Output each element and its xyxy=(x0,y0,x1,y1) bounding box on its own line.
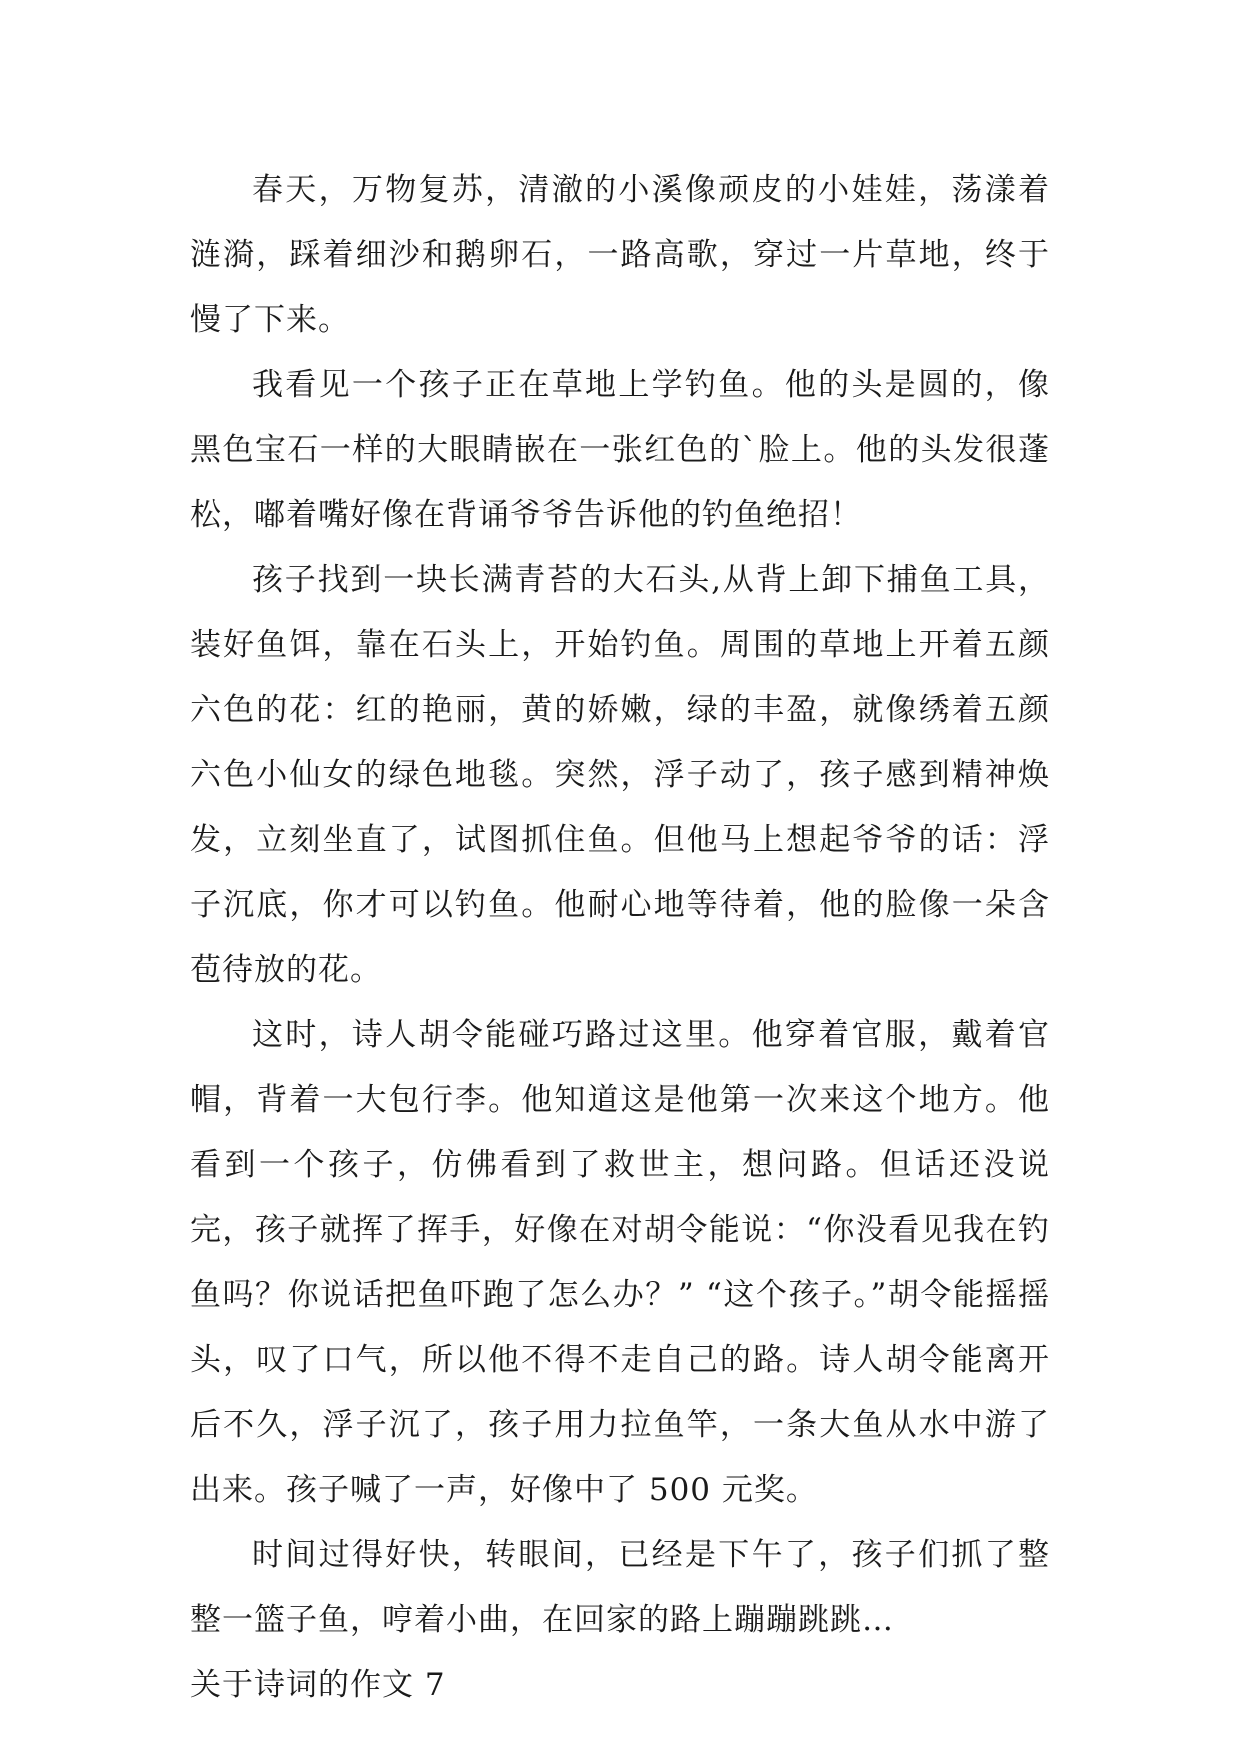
paragraph: 春天，万物复苏，清澈的小溪像顽皮的小娃娃，荡漾着涟漪，踩着细沙和鹅卵石，一路高歌，穿过一片草地，终于慢了下来。 xyxy=(190,172,1050,338)
paragraph: 我看见一个孩子正在草地上学钓鱼。他的头是圆的，像黑色宝石一样的大眼睛嵌在一张红色的`脸上。他的头发很蓬松，嘟着嘴好像在背诵爷爷告诉他的钓鱼绝招！ xyxy=(190,367,1050,533)
section-heading: 关于诗词的作文 7 xyxy=(190,1667,446,1703)
paragraph: 这时，诗人胡令能碰巧路过这里。他穿着官服，戴着官帽，背着一大包行李。他知道这是他第一次来这个地方。他看到一个孩子，仿佛看到了救世主，想问路。但话还没说完，孩子就挥了挥手，好像在对胡令能说：“你没看见我在钓鱼吗？你说话把鱼吓跑了怎么办？” “这个孩子。”胡令能摇摇头，叹了口气，所以他不得不走自己的路。诗人胡令能离开后不久，浮子沉了，孩子用力拉鱼竿，一条大鱼从水中游了出来。孩子喊了一声，好像中了 500 元奖。 xyxy=(190,1017,1050,1508)
paragraph: 时间过得好快，转眼间，已经是下午了，孩子们抓了整整一篮子鱼，哼着小曲，在回家的路上蹦蹦跳跳… xyxy=(190,1537,1050,1638)
document-body xyxy=(190,158,1050,1718)
paragraph: 孩子找到一块长满青苔的大石头,从背上卸下捕鱼工具，装好鱼饵，靠在石头上，开始钓鱼。周围的草地上开着五颜六色的花：红的艳丽，黄的娇嫩，绿的丰盈，就像绣着五颜六色小仙女的绿色地毯。突然，浮子动了，孩子感到精神焕发，立刻坐直了，试图抓住鱼。但他马上想起爷爷的话：浮子沉底，你才可以钓鱼。他耐心地等待着，他的脸像一朵含苞待放的花。 xyxy=(190,562,1050,988)
